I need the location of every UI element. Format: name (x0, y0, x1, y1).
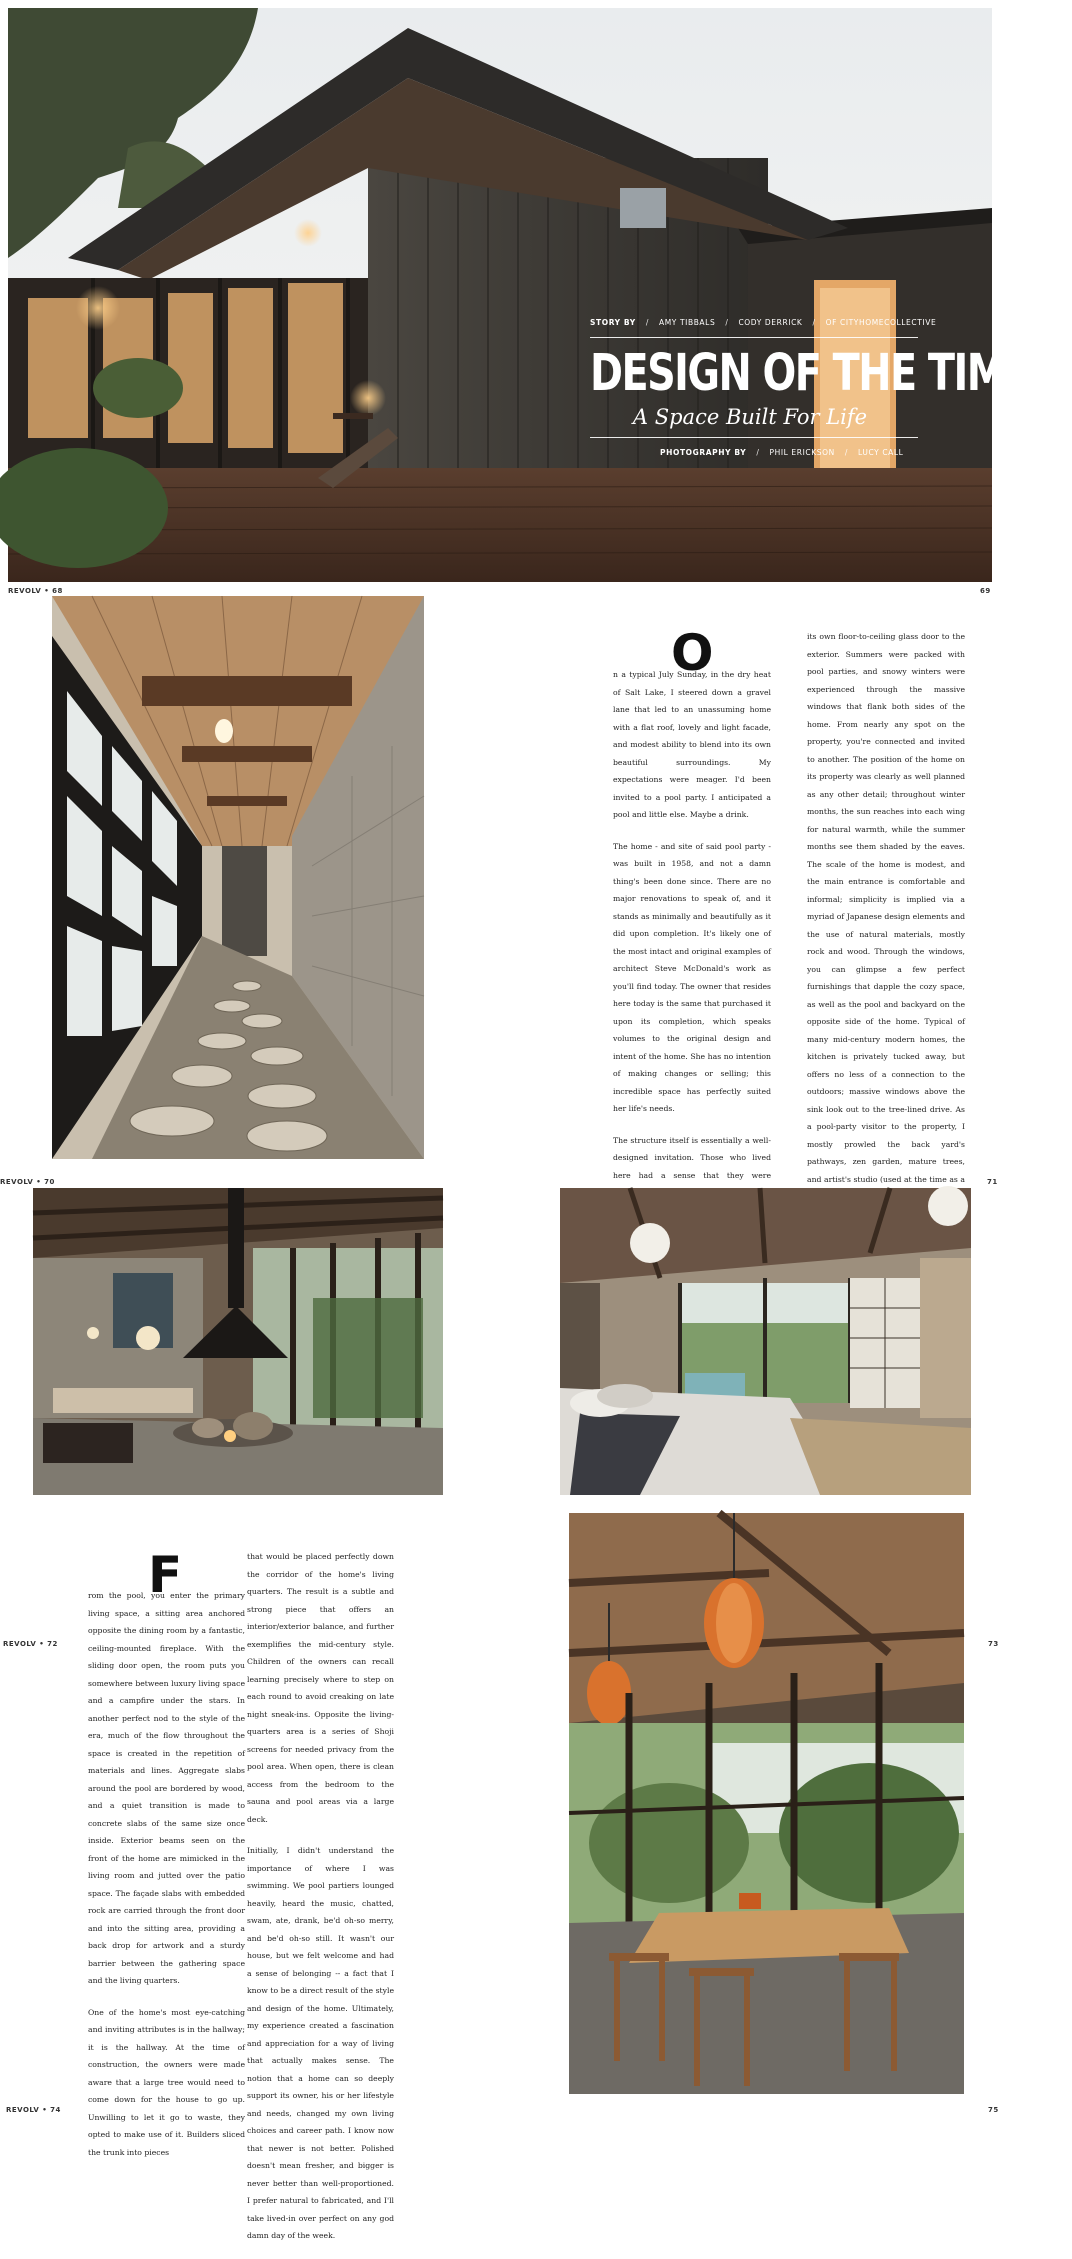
article-title: DESIGN OF THE TIMES: (590, 344, 1072, 403)
credit-separator: / (645, 318, 649, 327)
paragraph: The home - and site of said pool party - was built in 1958, and not a damn thing's been done since. There are no major renovations to speak of, and it stands as minimally and beautifully as it did upon completion. It's likely one of the most intact and original examples of architect Steve McDonald's work as you'll find today. The owner that resides here today is the same that purchased it upon its completion, which speaks volumes to the original design and intent of the home. She has no intention of making changes or selling; this incredible space has perfectly suited her life's needs. (613, 841, 771, 1113)
article-column-2 (807, 628, 965, 1272)
paragraph: One of the home's most eye-catching and inviting attributes is in the hallway; it is the hallway. At the time of construction, the owners were made aware that a large tree would need to come down for the house to go up. Unwilling to let it go to waste, they opted to make use of it. Builders sliced the trunk into pieces (88, 2007, 245, 2157)
title-rule-bottom (590, 437, 918, 438)
paragraph: that would be placed perfectly down the corridor of the home's living quarters. The result is a subtle and strong piece that offers an interior/exterior balance, and further exemplifies the mid-century style. Children of the owners can recall learning precisely where to step on each round to avoid creaking on late night sneak-ins. Opposite the living-quarters area is a series of Shoji screens for needed privacy from the pool area. When open, there is clean access from the bedroom to the sauna and pool areas via a large deck. (247, 1552, 394, 1824)
credit-separator: / (756, 448, 760, 457)
drop-cap: F (148, 1546, 183, 1604)
page-folio-74: REVOLV • 74 (6, 2106, 61, 2114)
photo-credit (590, 448, 925, 457)
paragraph: The structure itself is essentially a well-designed invitation. Those who lived here had a sense that they were (613, 1135, 771, 1180)
page-folio-70: REVOLV • 70 (0, 1178, 55, 1186)
living-room-photo (33, 1188, 443, 1495)
paragraph: its own floor-to-ceiling glass door to the exterior. Summers were packed with pool parties, and snowy winters were experienced through the massive windows that flank both sides of the home. From nearly any spot on the property, you're connected and invited to another. The position of the home on its property was clearly as well planned as any other detail; throughout winter months, the sun reaches into each wing for natural warmth, while the summer months see them shaded by the eaves. The scale of the home is modest, and the main entrance is comfortable and informal; simplicity is implied via a myriad of Japanese design elements and the use of natural materials, mostly rock and wood. Through the windows, you can glimpse a few perfect furnishings that dapple the cozy space, as well as the pool and backyard on the opposite side of the home. Typical of many mid-century modern homes, the kitchen is privately tucked away, but offers no less of a connection to the outdoors; massive windows above the sink look out to the tree-lined drive. As a pool-party visitor to the property, I mostly prowled the back yard's pathways, zen garden, mature trees, and artist's studio (used at the time as a (807, 632, 965, 1184)
photographer-name: LUCY CALL (857, 448, 904, 457)
credit-separator: / (725, 318, 729, 327)
title-rule-top (590, 337, 918, 338)
page-folio-72: REVOLV • 72 (3, 1640, 58, 1648)
drop-cap: O (671, 624, 714, 682)
author-affiliation: OF CITYHOMECOLLECTIVE (825, 318, 937, 327)
hallway-photo (52, 596, 424, 1159)
paragraph: rom the pool, you enter the primary living space, a sitting area anchored opposite the dining room by a fantastic, ceiling-mounted fireplace. With the sliding door open, the room puts you somewhere between luxury living space and a campfire under the stars. In another perfect nod to the style of the era, much of the flow throughout the space is created in the repetition of materials and lines. Aggregate slabs around the pool are bordered by wood, and a quiet transition is made to concrete slabs of the same size once inside. Exterior beams seen on the front of the home are mimicked in the living room and jutted over the patio space. The façade slabs with embedded rock are carried through the front door and into the sitting area, providing a back drop for artwork and a sturdy barrier between the gathering space and the living quarters. (88, 1591, 245, 1985)
author-name: AMY TIBBALS (658, 318, 716, 327)
story-by-label: STORY BY (590, 318, 636, 327)
article-subtitle: A Space Built For Life (632, 405, 868, 429)
paragraph: n a typical July Sunday, in the dry heat of Salt Lake, I steered down a gravel lane that led to an unassuming home with a flat roof, lovely and light facade, and modest ability to blend into its own beautiful surroundings. My expectations were meager. I'd been invited to a pool party. I anticipated a pool and little else. Maybe a drink. (613, 670, 771, 819)
bedroom-photo (560, 1188, 971, 1495)
page-folio-69: 69 (980, 587, 991, 595)
article-column-3 (88, 1587, 245, 2175)
author-name: CODY DERRICK (738, 318, 803, 327)
credit-separator: / (844, 448, 848, 457)
article-column-4 (247, 1548, 394, 2259)
hero-photo-exterior (8, 8, 1072, 582)
story-credit (590, 318, 937, 327)
credit-separator: / (812, 318, 816, 327)
photographer-name: PHIL ERICKSON (769, 448, 835, 457)
photography-by-label: PHOTOGRAPHY BY (660, 448, 747, 457)
page-folio-71: 71 (987, 1178, 998, 1186)
dining-room-photo (569, 1513, 964, 2094)
article-column-1 (613, 666, 771, 1251)
page-folio-75: 75 (988, 2106, 999, 2114)
paragraph: Initially, I didn't understand the importance of where I was swimming. We pool partiers lounged heavily, heard the music, chatted, swam, ate, drank, be'd oh-so merry, and be'd oh-so still. It wasn't our house, but we felt welcome and had a sense of belonging -- a fact that I know to be a direct result of the style and design of the home. Ultimately, my experience created a fascination and appreciation for a way of living that actually makes sense. The notion that a home can so deeply support its owner, his or her lifestyle and needs, changed my own living choices and career path. I know now that newer is not better. Polished doesn't mean fresher, and bigger is never better than well-proportioned. I prefer natural to fabricated, and I'll take lived-in over perfect on any god damn day of the week. (247, 1846, 394, 2240)
page-folio-73: 73 (988, 1640, 999, 1648)
page-folio-68: REVOLV • 68 (8, 587, 63, 595)
hero-title-block (590, 318, 1072, 457)
